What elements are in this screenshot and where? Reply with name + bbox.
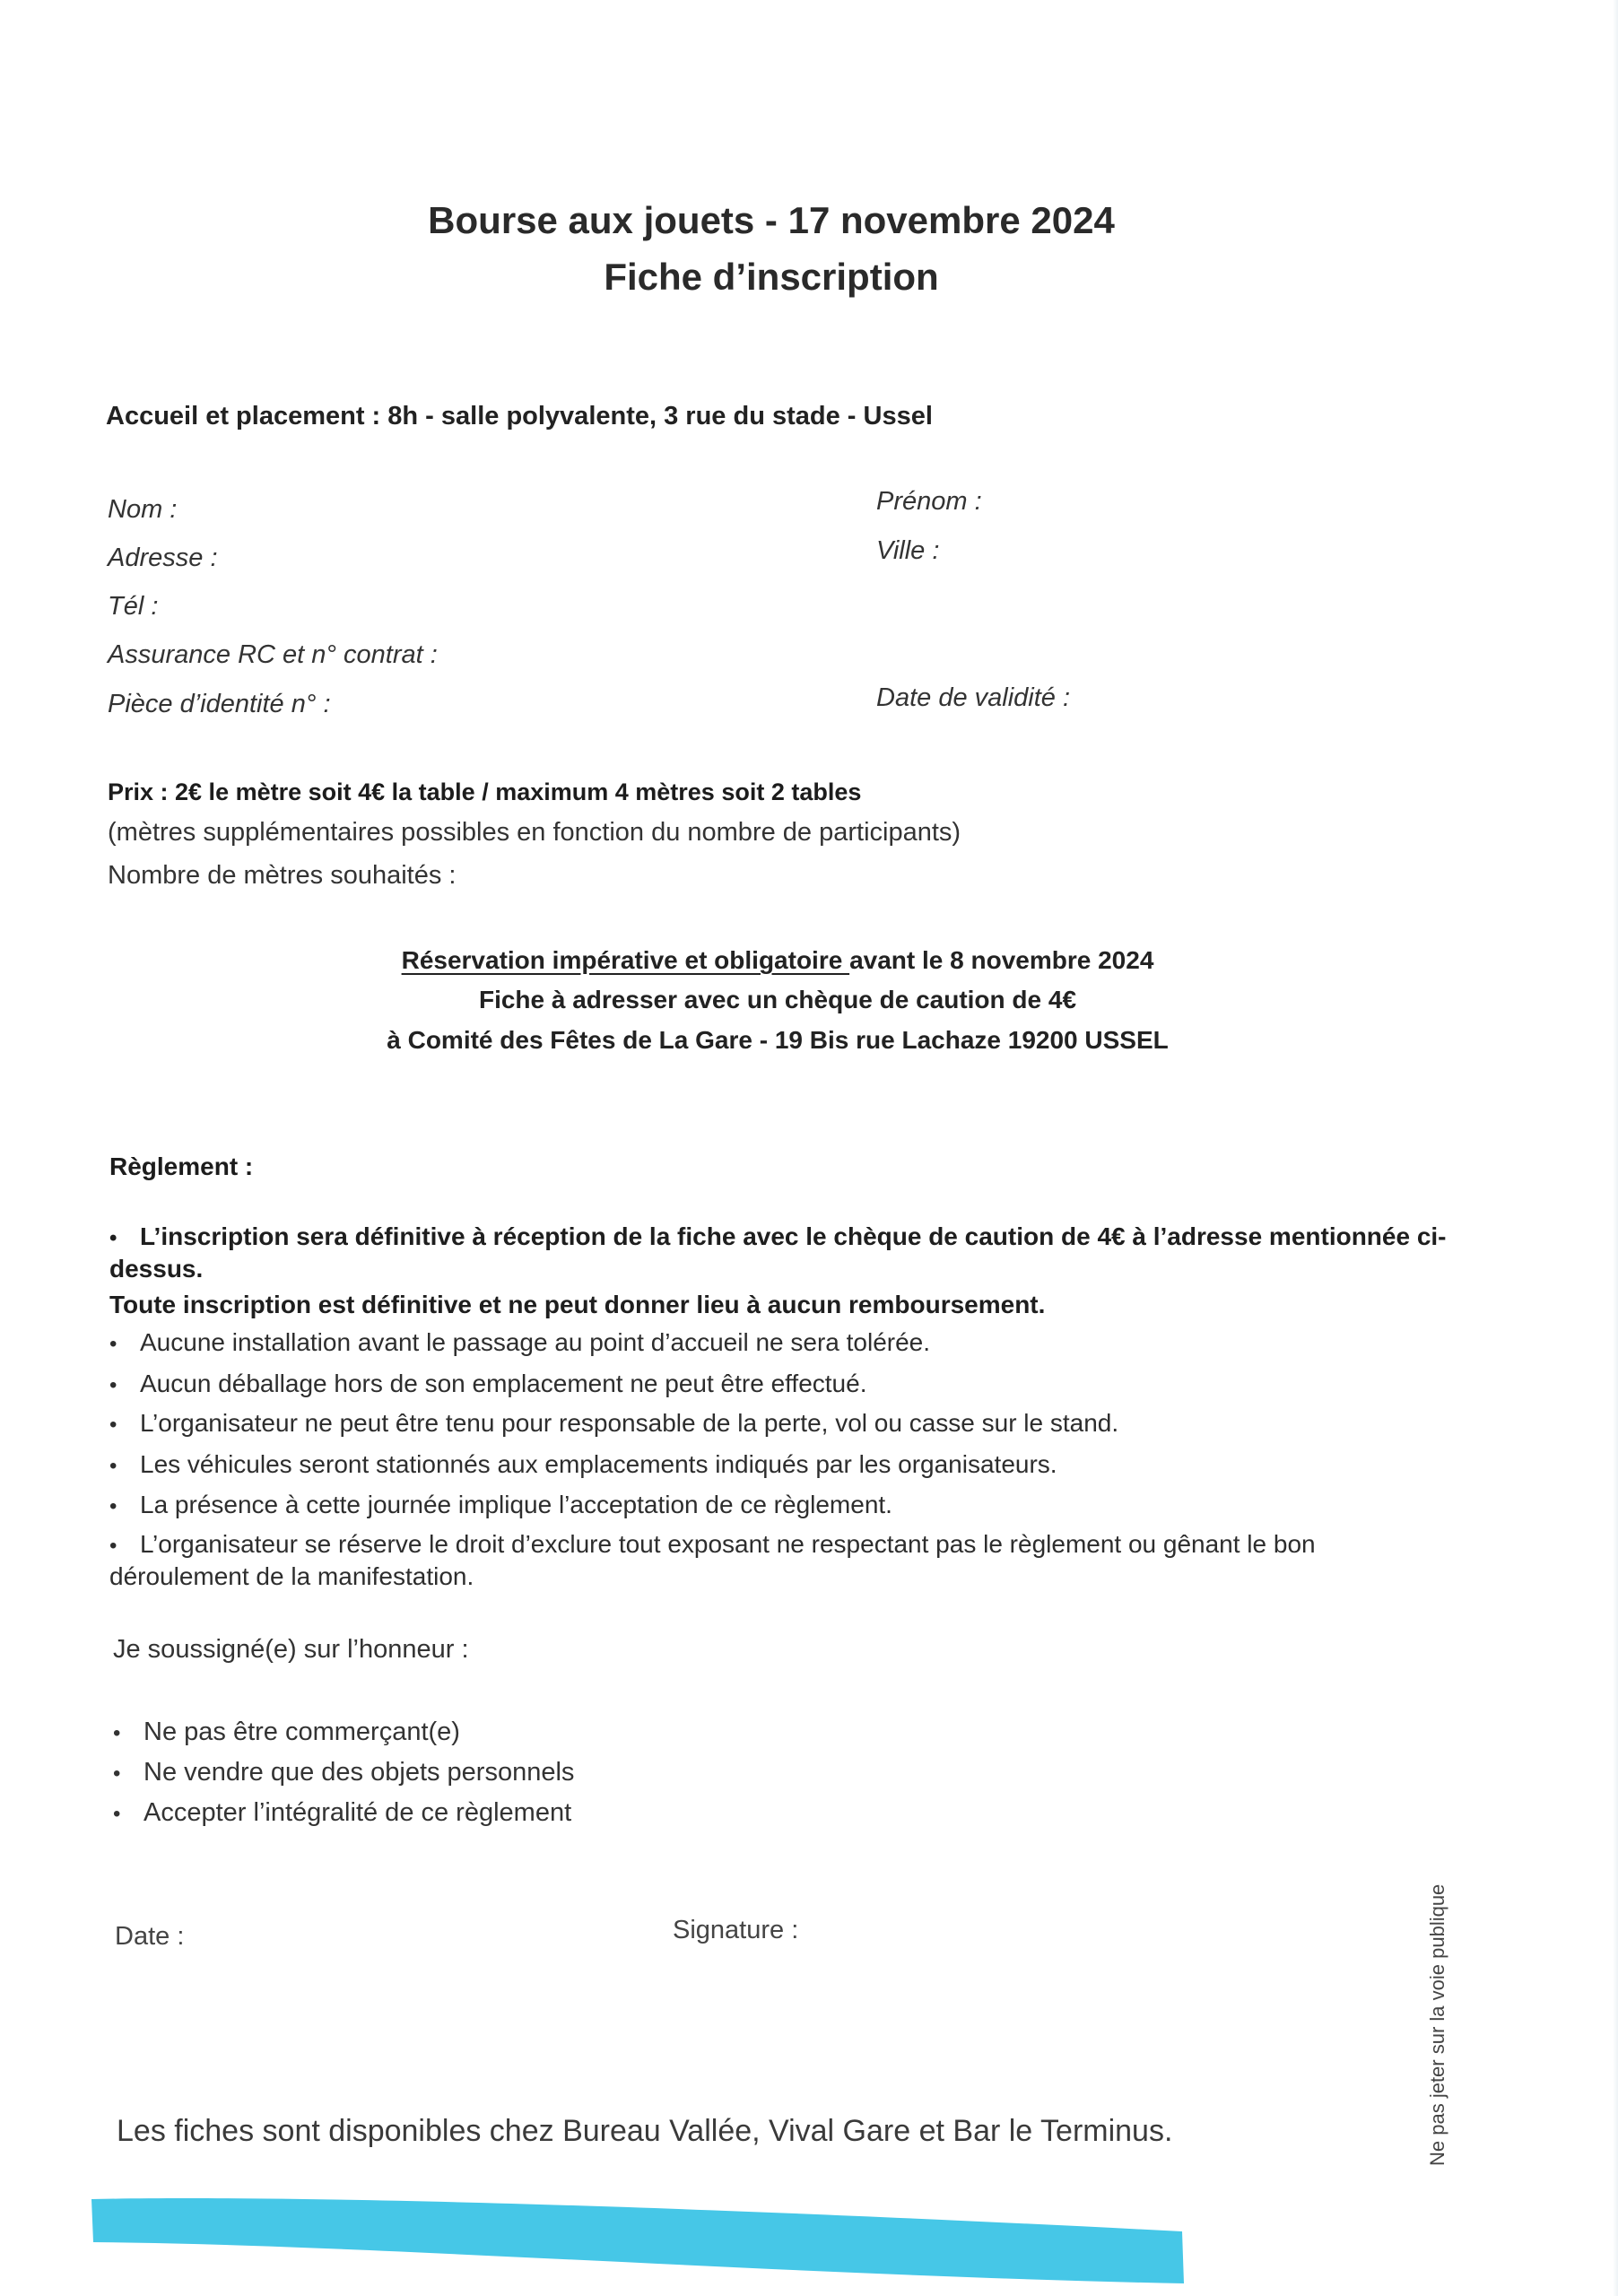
prix-info: Prix : 2€ le mètre soit 4€ la table / maximum 4 mètres soit 2 tables (108, 778, 862, 805)
bullet-icon: • (109, 1373, 117, 1397)
bullet-icon: • (109, 1454, 117, 1478)
ville-field-label: Ville : (876, 536, 940, 565)
bullet-icon: • (113, 1721, 121, 1745)
rule-text: Aucun déballage hors de son emplacement ne peut être effectué. (140, 1370, 867, 1397)
assurance-field-label: Assurance RC et n° contrat : (108, 640, 438, 669)
bullet-icon: • (113, 1802, 121, 1826)
engagement-text: Accepter l’intégralité de ce règlement (144, 1798, 572, 1827)
bullet-icon: • (109, 1534, 117, 1558)
reservation-underlined: Réservation impérative et obligatoire (401, 946, 850, 974)
reglement-title: Règlement : (109, 1152, 254, 1180)
adresse-field-label: Adresse : (108, 544, 218, 572)
reservation-address: à Comité des Fêtes de La Gare - 19 Bis rue Lachaze 19200 USSEL (387, 1026, 1169, 1054)
bullet-icon: • (113, 1761, 121, 1786)
bullet-icon: • (109, 1413, 117, 1437)
reservation-date: avant le 8 novembre 2024 (849, 946, 1154, 974)
bullet-icon: • (109, 1494, 117, 1518)
date-validite-field-label: Date de validité : (876, 683, 1071, 712)
signature-label: Signature : (673, 1916, 799, 1944)
side-note-vertical: Ne pas jeter sur la voie publique (1426, 1883, 1448, 2166)
engagement-text: Ne vendre que des objets personnels (144, 1758, 575, 1787)
engagement-title: Je soussigné(e) sur l’honneur : (113, 1635, 469, 1664)
metres-souhaites-label: Nombre de mètres souhaités : (108, 861, 457, 890)
document-title: Bourse aux jouets - 17 novembre 2024 (428, 199, 1115, 241)
accueil-info: Accueil et placement : 8h - salle polyvalente, 3 rue du stade - Ussel (106, 402, 933, 430)
bullet-icon: • (109, 1332, 117, 1356)
rule-text: L’organisateur se réserve le droit d’exclure tout exposant ne respectant pas le règlement ou gênant le bon déroulement de la manifestation. (109, 1530, 1316, 1590)
nom-field-label: Nom : (108, 495, 178, 524)
prix-note: (mètres supplémentaires possibles en fonction du nombre de participants) (108, 818, 961, 847)
reglement-rule-remboursement: Toute inscription est définitive et ne peut donner lieu à aucun remboursement. (109, 1291, 1046, 1318)
piece-identite-field-label: Pièce d’identité n° : (108, 690, 331, 718)
engagement-text: Ne pas être commerçant(e) (144, 1718, 460, 1746)
tel-field-label: Tél : (108, 592, 159, 621)
rule-text: Aucune installation avant le passage au point d’accueil ne sera tolérée. (140, 1328, 931, 1356)
rule-text: La présence à cette journée implique l’acceptation de ce règlement. (140, 1491, 892, 1518)
footer-availability: Les fiches sont disponibles chez Bureau Vallée, Vival Gare et Bar le Terminus. (117, 2114, 1173, 2148)
rule-text: L’organisateur ne peut être tenu pour responsable de la perte, vol ou casse sur le stand. (140, 1409, 1119, 1437)
document-subtitle: Fiche d’inscription (604, 256, 939, 298)
prenom-field-label: Prénom : (876, 487, 982, 516)
bullet-icon: • (109, 1226, 117, 1250)
rule-text: Les véhicules seront stationnés aux emplacements indiqués par les organisateurs. (140, 1450, 1057, 1478)
reservation-cheque: Fiche à adresser avec un chèque de caution de 4€ (478, 986, 1077, 1013)
rule-text: L’inscription sera définitive à réception de la fiche avec le chèque de caution de 4€ à l’adresse mentionnée ci-dessus. (109, 1222, 1447, 1283)
highlighter-mark (91, 2198, 1184, 2283)
date-label: Date : (115, 1922, 185, 1951)
